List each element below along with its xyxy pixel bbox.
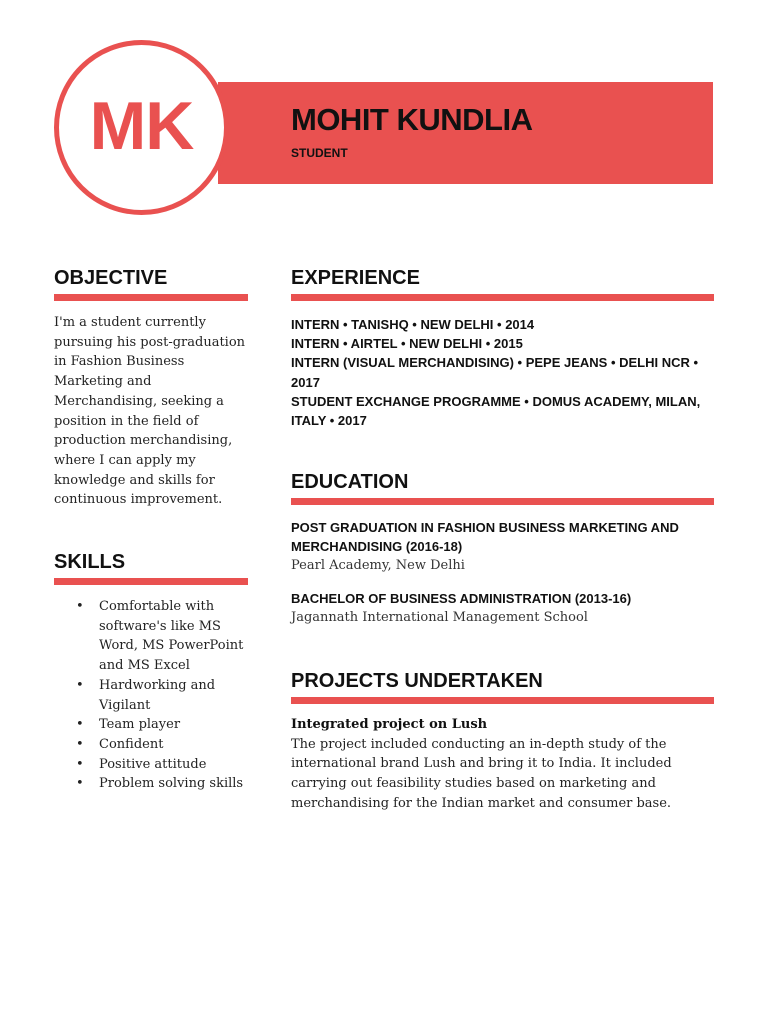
bullet-icon: • bbox=[76, 776, 84, 792]
project-description: The project included conducting an in-depth study of the international brand Lush and bring it to India. It included carrying out feasibility studies based on marketing and merchandising for the Indian market and consumer base. bbox=[291, 736, 672, 811]
school-name: Pearl Academy, New Delhi bbox=[291, 558, 465, 574]
list-item bbox=[54, 597, 250, 676]
list-item: INTERN • AIRTEL • NEW DELHI • 2015 bbox=[291, 336, 523, 352]
experience-heading: EXPERIENCE bbox=[291, 267, 420, 289]
skill-text: Hardworking and Vigilant bbox=[99, 677, 216, 713]
candidate-title: STUDENT bbox=[291, 146, 348, 160]
education-entry bbox=[291, 589, 711, 627]
project-entry bbox=[291, 715, 716, 814]
objective-heading: OBJECTIVE bbox=[54, 267, 168, 289]
projects-divider bbox=[291, 697, 714, 704]
skill-text: Comfortable with software's like MS Word, MS PowerPoint and MS Excel bbox=[99, 599, 244, 674]
bullet-icon: • bbox=[76, 677, 84, 693]
experience-divider bbox=[291, 294, 714, 301]
list-item bbox=[54, 774, 250, 794]
degree-title: BACHELOR OF BUSINESS ADMINISTRATION (2013-16) bbox=[291, 591, 632, 606]
list-item: INTERN • TANISHQ • NEW DELHI • 2014 bbox=[291, 317, 535, 332]
skill-text: Problem solving skills bbox=[99, 776, 244, 792]
degree-title: POST GRADUATION IN FASHION BUSINESS MARKETING AND MERCHANDISING (2016-18) bbox=[291, 520, 679, 555]
objective-text: I'm a student currently pursuing his post-graduation in Fashion Business Marketing and Merchandising, seeking a position in the field of production merchandising, where I can apply my knowledge and skills for continuous improvement. bbox=[54, 315, 246, 508]
experience-list bbox=[291, 315, 721, 430]
bullet-icon: • bbox=[76, 736, 84, 752]
list-item bbox=[54, 755, 250, 775]
objective-divider bbox=[54, 294, 248, 301]
skill-text: Team player bbox=[99, 717, 181, 733]
initials: MK bbox=[89, 87, 194, 164]
candidate-name: MOHIT KUNDLIA bbox=[291, 102, 533, 137]
skills-heading: SKILLS bbox=[54, 551, 126, 573]
list-item bbox=[54, 676, 250, 715]
list-item: STUDENT EXCHANGE PROGRAMME • DOMUS ACADEMY, MILAN, ITALY • 2017 bbox=[291, 393, 701, 429]
skills-divider bbox=[54, 578, 248, 585]
bullet-icon: • bbox=[76, 599, 84, 614]
bullet-icon: • bbox=[76, 717, 84, 733]
education-heading: EDUCATION bbox=[291, 471, 409, 493]
projects-heading: PROJECTS UNDERTAKEN bbox=[291, 670, 543, 692]
skill-text: Confident bbox=[99, 736, 164, 752]
list-item: INTERN (VISUAL MERCHANDISING) • PEPE JEANS • DELHI NCR • 2017 bbox=[291, 355, 699, 390]
skills-list bbox=[54, 597, 250, 794]
bullet-icon: • bbox=[76, 756, 84, 772]
list-item bbox=[54, 735, 250, 755]
project-title: Integrated project on Lush bbox=[291, 717, 488, 732]
skill-text: Positive attitude bbox=[99, 756, 207, 772]
monogram-circle bbox=[54, 40, 229, 215]
school-name: Jagannath International Management School bbox=[291, 610, 588, 626]
list-item bbox=[54, 715, 250, 735]
education-entry bbox=[291, 518, 711, 576]
education-divider bbox=[291, 498, 714, 505]
